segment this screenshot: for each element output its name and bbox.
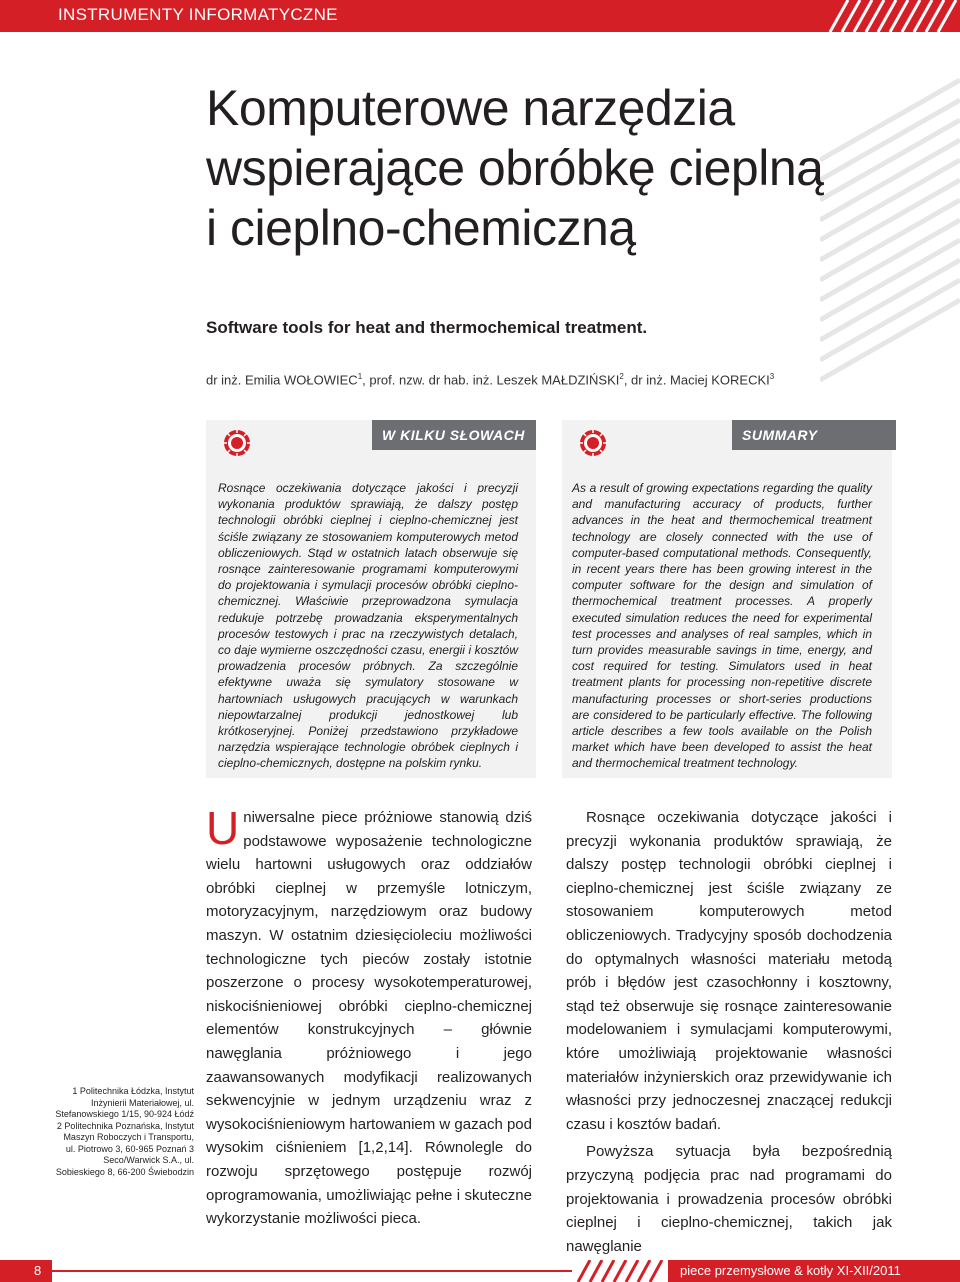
title-line: i cieplno-chemiczną: [206, 200, 636, 256]
article-title: [206, 78, 886, 258]
drop-cap: U: [206, 802, 240, 854]
author-3: , dr inż. Maciej KORECKI: [623, 372, 770, 388]
title-line: Komputerowe narzędzia: [206, 80, 735, 136]
footer-stripes-decoration: [572, 1260, 668, 1282]
section-label: INSTRUMENTY INFORMATYCZNE: [58, 5, 338, 24]
affiliations-note: 1 Politechnika Łódzka, Instytut Inżynierii Materiałowej, ul. Stefanowskiego 1/15, 90-924 Łódź 2 Politechnika Poznańska, Instytut Maszyn Roboczych i Transportu, ul. Piotrowo 3, 60-965 Poznań 3 Seco/Warwick S.A., ul. Sobieskiego 8, 66-200 Świebodzin: [55, 1086, 194, 1177]
page-number: 8: [34, 1263, 42, 1278]
author-2-sup: 2: [619, 372, 624, 381]
body-paragraph: Rosnące oczekiwania dotyczące jakości i precyzji wykonania produktów sprawiają, że dalszy postęp technologii obróbki cieplnej i cieplno-chemicznej jest ściśle związany ze stosowaniem komputerowych metod obliczeniowych. Tradycyjny sposób dochodzenia do optymalnych własności materiału metodą prób i błędów jest czasochłonny i kosztowny, stąd też obserwuje się rosnące zainteresowanie modelowaniem i symulacjami komputerowymi, które umożliwiają projektowanie własności materiałów inżynierskich oraz przewidywanie ich własności przy jednoczesnej znaczącej redukcji czasu i kosztów badań.: [566, 809, 892, 1133]
gear-logo-icon: [578, 428, 608, 458]
abstract-pl-heading: W KILKU SŁOWACH: [372, 420, 536, 450]
footer-rule: [52, 1270, 572, 1272]
author-1-sup: 1: [357, 372, 363, 381]
gear-logo-icon: [222, 428, 252, 458]
author-1: dr inż. Emilia WOŁOWIEC: [206, 372, 358, 388]
footer-bar: [0, 1260, 960, 1282]
title-line: wspierające obróbkę cieplną: [206, 140, 824, 196]
author-3-sup: 3: [769, 372, 775, 381]
body-column-2: [566, 806, 892, 1258]
header-bar: [0, 0, 960, 32]
body-paragraph: Powyższa sytuacja była bezpośrednią przyczyną podjęcia prac nad programami do projektowania i prowadzenia procesów obróbki cieplnej i cieplno-chemicznej, takich jak nawęglanie: [566, 1143, 892, 1255]
abstract-en-text: As a result of growing expectations regarding the quality and manufacturing accuracy of products, further advances in the heat and thermochemical treatment technology are closely connected with the use of computer-based computational methods. Consequently, in recent years there has been growing interest in the computer software for the design and simulation of thermochemical treatment processes. A properly executed simulation reduces the need for experimental test processes and analyses of real samples, which in turn provides measurable savings in time, energy, and cost required for testing. Simulators used in heat treatment plants for processing non-repetitive discrete manufacturing processes or short-series productions are considered to be particularly effective. The following article describes a few tools available on the Polish market which have been developed to assist the heat and thermochemical treatment technology.: [572, 481, 872, 771]
abstract-pl-text: Rosnące oczekiwania dotyczące jakości i precyzji wykonania produktów sprawiają, że dalszy postęp technologii obróbki cieplnej i cieplno-chemicznej jest ściśle związany ze stosowaniem komputerowych metod obliczeniowych. Stąd w ostatnich latach obserwuje się rosnące zainteresowanie programami komputerowymi do projektowania i symulacji procesów obróbki cieplno-chemicznej. Właściwie przeprowadzona symulacja redukuje potrzebę prowadzania eksperymentalnych procesów testowych i prac na rzeczywistych detalach, co daje wymierne oszczędności czasu, energii i kosztów prowadzenia procesów próbnych. Za szczególnie efektywne uważa się symulatory stosowane w hartowniach usługowych pracujących w warunkach niepowtarzalnej produkcji jednostkowej lub krótkoseryjnej. Poniżej przedstawiono przykładowe narzędzia wspierające technologie obróbek cieplnych i cieplno-chemicznych, dostępne na polskim rynku.: [218, 481, 518, 771]
author-2: , prof. nzw. dr hab. inż. Leszek MAŁDZIŃSKI: [362, 372, 620, 388]
article-subtitle: Software tools for heat and thermochemical treatment.: [206, 318, 648, 337]
footer-page-box: [0, 1260, 52, 1282]
body-column-1: [206, 802, 532, 1231]
authors-line: [206, 372, 774, 387]
body-text-1: niwersalne piece próżniowe stanowią dziś podstawowe wyposażenie technologiczne wielu hartowni usługowych oraz oddziałów obróbki cieplnej w przemyśle lotniczym, motoryzacyjnym, narzędziowym oraz budowy maszyn. W ostatnim dziesięcioleciu możliwości technologiczne tych pieców zostały istotnie poszerzone o procesy wysokotemperaturowej, niskociśnieniowej obróbki cieplno-chemicznej elementów konstrukcyjnych – głównie nawęglania próżniowego i jego zaawansowanych modyfikacji realizowanych sekwencyjnie w jednym urządzeniu wraz z wysokociśnieniowym hartowaniem w gazach pod wysokim ciśnieniem [1,2,14]. Równolegle do rozwoju sprzętowego postępuje rozwój oprogramowania, umożliwiając pełne i skuteczne wykorzystanie możliwości pieca.: [206, 809, 532, 1228]
stripes-decoration: [820, 0, 960, 32]
abstract-en-heading: SUMMARY: [732, 420, 896, 450]
magazine-issue: piece przemysłowe & kotły XI-XII/2011: [680, 1263, 901, 1278]
